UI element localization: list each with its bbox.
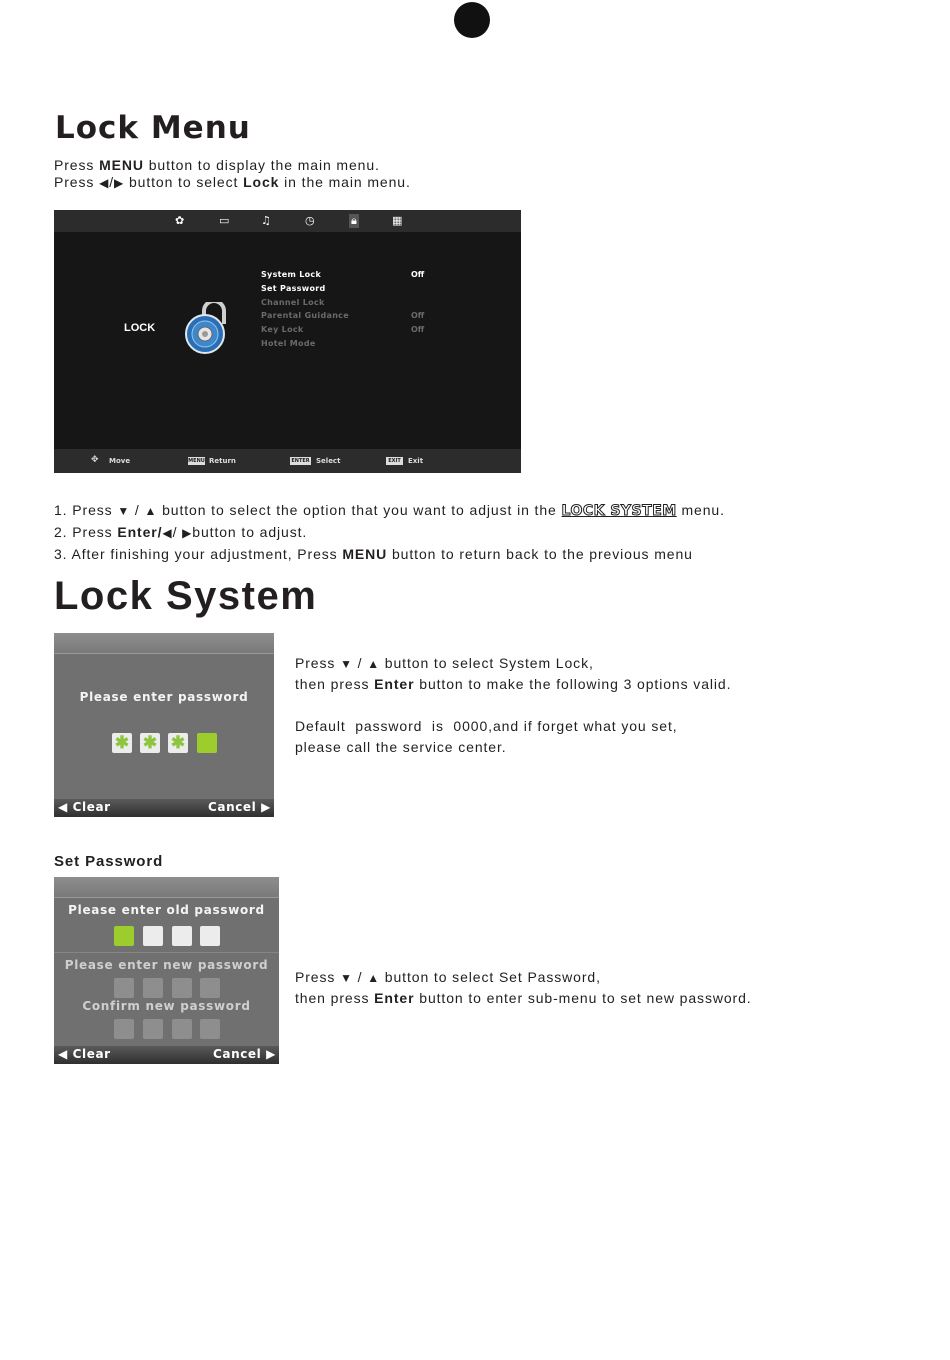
old-password-digit-3[interactable]	[172, 926, 192, 946]
padlock-icon	[184, 302, 232, 354]
menu-value-parental-guidance: Off	[411, 311, 425, 320]
step-2: 2. Press Enter/◀/ ▶button to adjust.	[54, 524, 308, 540]
hint-move: Move	[109, 457, 131, 465]
set-password-desc-1: Press ▼ / ▲ button to select Set Password,	[295, 969, 601, 985]
intro-line-2: Press ◀/▶ button to select Lock in the main menu.	[54, 174, 411, 190]
system-lock-desc-2: then press Enter button to make the following 3 options valid.	[295, 676, 732, 692]
confirm-password-digit-2[interactable]	[143, 1019, 163, 1039]
lock-system-title: Lock System	[54, 574, 318, 618]
tv-section-label: LOCK	[124, 322, 156, 334]
step-3: 3. After finishing your adjustment, Press MENU button to return back to the previous menu	[54, 546, 693, 562]
enter-password-dialog	[54, 633, 274, 817]
old-password-digit-4[interactable]	[200, 926, 220, 946]
lock-system-keyword: LOCK SYSTEM	[561, 503, 677, 519]
menu-key-icon: MENU	[188, 458, 205, 464]
password-digit-1[interactable]: ✱	[112, 733, 132, 753]
menu-value-key-lock: Off	[411, 325, 425, 334]
new-password-digit-2[interactable]	[143, 978, 163, 998]
move-arrows-icon: ✥	[91, 455, 99, 465]
old-password-label: Please enter old password	[68, 903, 265, 917]
set-password-dialog	[54, 877, 279, 1064]
up-arrow-icon: ▲	[144, 504, 158, 518]
menu-item-set-password[interactable]: Set Password	[261, 284, 326, 293]
menu-item-parental-guidance[interactable]: Parental Guidance	[261, 311, 349, 320]
left-arrow-icon: ◀	[99, 176, 110, 190]
music-icon[interactable]: ♫	[261, 214, 271, 227]
enter-key-icon: ENTER	[291, 458, 310, 464]
setup-icon[interactable]: ▦	[392, 214, 403, 227]
hint-exit: Exit	[408, 457, 424, 465]
left-arrow-icon: ◀	[162, 526, 173, 540]
default-password-note: Default password is 0000,and if forget what you set,	[295, 718, 678, 734]
lock-icon[interactable]: 🔒︎	[351, 214, 357, 227]
password-digit-3[interactable]: ✱	[168, 733, 188, 753]
new-password-digit-1[interactable]	[114, 978, 134, 998]
new-password-label: Please enter new password	[64, 958, 269, 972]
tv-lock-menu-screen	[54, 210, 521, 473]
dialog-title: Please enter password	[79, 690, 249, 704]
hint-return: Return	[209, 457, 236, 465]
cancel-button[interactable]: Cancel ▶	[212, 1047, 276, 1061]
hint-select: Select	[316, 457, 341, 465]
old-password-digit-2[interactable]	[143, 926, 163, 946]
menu-item-system-lock[interactable]: System Lock	[261, 270, 322, 279]
confirm-password-label: Confirm new password	[82, 999, 251, 1013]
menu-value-system-lock: Off	[411, 270, 425, 279]
menu-item-key-lock[interactable]: Key Lock	[261, 325, 304, 334]
up-arrow-icon: ▲	[367, 971, 381, 985]
confirm-password-digit-1[interactable]	[114, 1019, 134, 1039]
right-arrow-icon: ▶	[114, 176, 125, 190]
new-password-digit-4[interactable]	[200, 978, 220, 998]
new-password-digit-3[interactable]	[172, 978, 192, 998]
service-center-note: please call the service center.	[295, 739, 507, 755]
step-1: 1. Press ▼ / ▲ button to select the option that you want to adjust in the LOCK SYSTEM menu.	[54, 502, 725, 519]
tv-hint-bar	[54, 449, 521, 473]
down-arrow-icon: ▼	[340, 971, 353, 985]
set-password-heading: Set Password	[54, 853, 164, 870]
confirm-password-digit-4[interactable]	[200, 1019, 220, 1039]
password-digit-4[interactable]	[197, 733, 217, 753]
lock-menu-title: Lock Menu	[55, 110, 251, 146]
tv-top-bar	[54, 210, 521, 232]
set-password-desc-2: then press Enter button to enter sub-menu to set new password.	[295, 990, 752, 1006]
system-lock-desc-1: Press ▼ / ▲ button to select System Lock,	[295, 655, 594, 671]
clear-button[interactable]: ◀ Clear	[58, 1047, 111, 1061]
down-arrow-icon: ▼	[117, 504, 131, 518]
clear-button[interactable]: ◀ Clear	[58, 800, 111, 814]
cancel-button[interactable]: Cancel ▶	[207, 800, 271, 814]
time-icon[interactable]: ◷	[305, 214, 315, 227]
old-password-digit-1[interactable]	[114, 926, 134, 946]
exit-key-icon: EXIT	[386, 457, 403, 465]
confirm-password-digit-3[interactable]	[172, 1019, 192, 1039]
menu-item-hotel-mode[interactable]: Hotel Mode	[261, 339, 316, 348]
intro-line-1: Press MENU button to display the main menu.	[54, 157, 380, 173]
screen-icon[interactable]: ▭	[219, 214, 230, 227]
password-digit-2[interactable]: ✱	[140, 733, 160, 753]
up-arrow-icon: ▲	[367, 657, 381, 671]
picture-icon[interactable]: ✿	[175, 214, 185, 227]
page-marker	[454, 2, 490, 38]
menu-item-channel-lock[interactable]: Channel Lock	[261, 298, 325, 307]
right-arrow-icon: ▶	[182, 526, 193, 540]
down-arrow-icon: ▼	[340, 657, 353, 671]
